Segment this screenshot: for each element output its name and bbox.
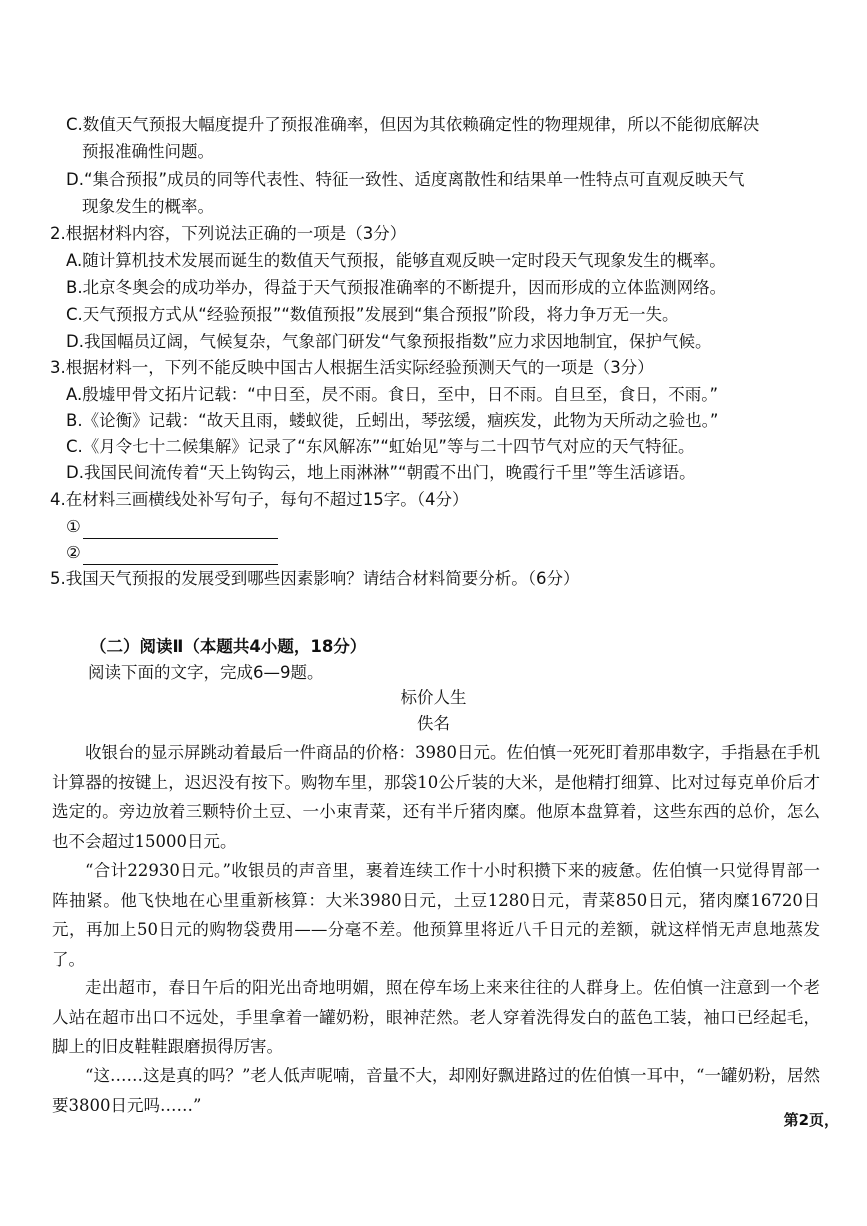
question-2-option-d: D.我国幅员辽阔，气候复杂，气象部门研发“气象预报指数”应力求因地制宜，保护气候。 — [66, 332, 712, 351]
question-3-option-b: B.《论衡》记载：“故天且雨，蝼蚁徙，丘蚓出，琴弦缓，痼疾发，此物为天所动之验也。” — [66, 411, 719, 430]
blank-1-label: ① — [66, 517, 81, 536]
option-c-line1: C.数值天气预报大幅度提升了预报准确率，但因为其依赖确定性的物理规律，所以不能彻底解决 — [66, 115, 760, 134]
passage-author: 佚名 — [417, 714, 450, 733]
question-3-stem: 3.根据材料一，下列不能反映中国古人根据生活实际经验预测天气的一项是（3分） — [50, 358, 654, 377]
blank-2-line[interactable] — [83, 546, 278, 565]
passage-paragraph-1: 收银台的显示屏跳动着最后一件商品的价格：3980日元。佐伯慎一死死盯着那串数字，手指悬在手机计算器的按键上，迟迟没有按下。购物车里，那袋10公斤装的大米，是他精打细算、比对过每克单价后才选定的。旁边放着三颗特价土豆、一小束青菜，还有半斤猪肉糜。他原本盘算着，这些东西的总价，怎么也不会超过15000日元。 — [52, 743, 820, 851]
answer-blank-1[interactable] — [66, 515, 278, 539]
passage-paragraph-3: 走出超市，春日午后的阳光出奇地明媚，照在停车场上来来往往的人群身上。佐伯慎一注意到一个老人站在超市出口不远处，手里拿着一罐奶粉，眼神茫然。老人穿着洗得发白的蓝色工装，袖口已经起毛，脚上的旧皮鞋鞋跟磨损得厉害。 — [52, 978, 820, 1056]
blank-2-label: ② — [66, 543, 81, 562]
option-d-line1: D.“集合预报”成员的同等代表性、特征一致性、适度离散性和结果单一性特点可直观反映天气 — [66, 170, 745, 189]
question-4-stem: 4.在材料三画横线处补写句子，每句不超过15字。（4分） — [50, 490, 469, 509]
blank-1-line[interactable] — [83, 520, 278, 539]
passage-title: 标价人生 — [400, 688, 467, 707]
answer-blank-2[interactable] — [66, 541, 278, 565]
reading-instruction: 阅读下面的文字，完成6—9题。 — [88, 663, 324, 682]
passage-paragraph-4: “这……这是真的吗？”老人低声呢喃，音量不大，却刚好飘进路过的佐伯慎一耳中，“一罐奶粉，居然要3800日元吗……” — [52, 1066, 820, 1115]
page-number: 第2页， — [783, 1111, 839, 1129]
passage-paragraph-2: “合计22930日元。”收银员的声音里，裹着连续工作十小时积攒下来的疲惫。佐伯慎一只觉得胃部一阵抽紧。他飞快地在心里重新核算：大米3980日元，土豆1280日元，青菜850日元，猪肉糜16720日元，再加上50日元的购物袋费用——分毫不差。他预算里将近八千日元的差额，就这样悄无声息地蒸发了。 — [52, 861, 820, 969]
question-2-stem: 2.根据材料内容，下列说法正确的一项是（3分） — [50, 224, 407, 243]
question-3-option-d: D.我国民间流传着“天上钩钩云，地上雨淋淋”“朝霞不出门，晚霞行千里”等生活谚语。 — [66, 463, 696, 482]
question-2-option-a: A.随计算机技术发展而诞生的数值天气预报，能够直观反映一定时段天气现象发生的概率。 — [66, 251, 726, 270]
option-d-line2: 现象发生的概率。 — [82, 197, 214, 216]
question-3-option-c: C.《月令七十二候集解》记录了“东风解冻”“虹始见”等与二十四节气对应的天气特征。 — [66, 437, 695, 456]
question-5-stem: 5.我国天气预报的发展受到哪些因素影响？请结合材料简要分析。（6分） — [50, 569, 580, 588]
question-2-option-c: C.天气预报方式从“经验预报”“数值预报”发展到“集合预报”阶段，将力争万无一失。 — [66, 305, 679, 324]
option-c-line2: 预报准确性问题。 — [82, 142, 214, 161]
question-2-option-b: B.北京冬奥会的成功举办，得益于天气预报准确率的不断提升，因而形成的立体监测网络。 — [66, 278, 727, 297]
question-3-option-a: A.殷墟甲骨文拓片记载：“中日至，昃不雨。食日，至中，日不雨。自旦至，食日，不雨。” — [66, 385, 719, 404]
reading-section-title: （二）阅读Ⅱ（本题共4小题，18分） — [90, 637, 367, 656]
